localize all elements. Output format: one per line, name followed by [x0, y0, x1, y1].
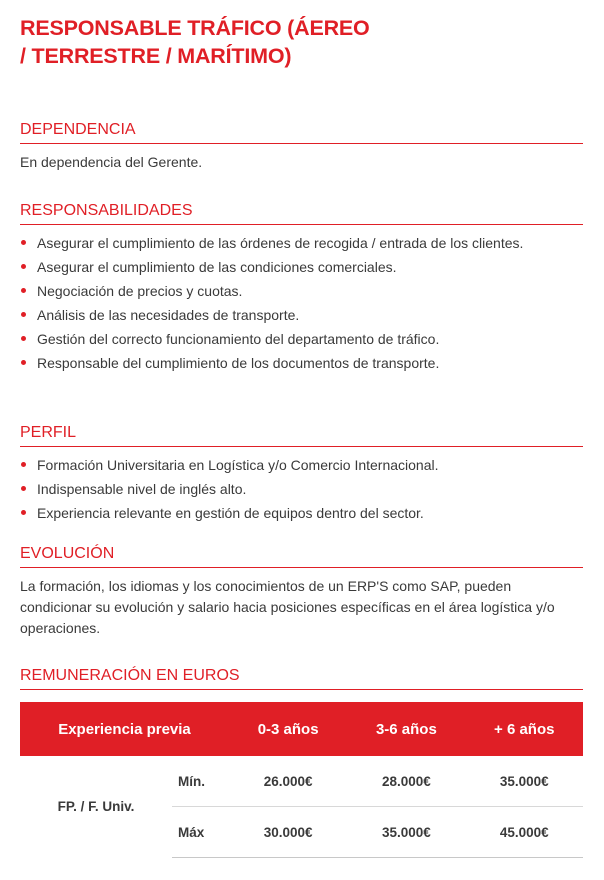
- table-cell: 28.000€: [347, 756, 465, 807]
- section-heading: RESPONSABILIDADES: [20, 201, 583, 225]
- table-header-row: [20, 702, 583, 756]
- title-line-2: / TERRESTRE / MARÍTIMO): [20, 44, 292, 68]
- salary-table: [20, 702, 583, 858]
- section-perfil: [20, 423, 583, 527]
- section-heading: PERFIL: [20, 423, 583, 447]
- list-item: Gestión del correcto funcionamiento del departamento de tráfico.: [20, 329, 583, 349]
- list-item: Responsable del cumplimiento de los documentos de transporte.: [20, 353, 583, 373]
- bullet-dot-icon: [21, 462, 26, 467]
- dependencia-text: En dependencia del Gerente.: [20, 154, 203, 170]
- perfil-list: [20, 455, 583, 523]
- bullet-dot-icon: [21, 264, 26, 269]
- list-item: Asegurar el cumplimiento de las órdenes de recogida / entrada de los clientes.: [20, 233, 583, 253]
- bullet-dot-icon: [21, 336, 26, 341]
- section-heading: REMUNERACIÓN EN EUROS: [20, 666, 583, 690]
- page-title: [20, 14, 583, 70]
- min-label: Mín.: [172, 756, 229, 807]
- job-profile-page: [20, 14, 583, 840]
- section-dependencia: [20, 120, 583, 173]
- list-item: Experiencia relevante en gestión de equipos dentro del sector.: [20, 503, 583, 523]
- table-cell: 45.000€: [466, 807, 584, 858]
- column-header: Experiencia previa: [20, 702, 229, 756]
- max-label: Máx: [172, 807, 229, 858]
- column-header: 0-3 años: [229, 702, 347, 756]
- column-header: + 6 años: [466, 702, 584, 756]
- list-item: Indispensable nivel de inglés alto.: [20, 479, 583, 499]
- table-cell: 30.000€: [229, 807, 347, 858]
- title-line-1: RESPONSABLE TRÁFICO (ÁEREO: [20, 16, 370, 40]
- list-item: Asegurar el cumplimiento de las condiciones comerciales.: [20, 257, 583, 277]
- bullet-dot-icon: [21, 288, 26, 293]
- list-item: Análisis de las necesidades de transporte.: [20, 305, 583, 325]
- table-cell: 35.000€: [466, 756, 584, 807]
- evolucion-text: La formación, los idiomas y los conocimientos de un ERP'S como SAP, pueden condicionar su evolución y salario hacia posiciones específicas en el área logística y/o operaciones.: [20, 578, 555, 636]
- section-evolucion: [20, 544, 583, 639]
- row-label: FP. / F. Univ.: [57, 799, 135, 815]
- bullet-dot-icon: [21, 486, 26, 491]
- bullet-dot-icon: [21, 312, 26, 317]
- responsabilidades-list: [20, 233, 583, 373]
- bullet-dot-icon: [21, 510, 26, 515]
- bullet-dot-icon: [21, 360, 26, 365]
- list-item: Formación Universitaria en Logística y/o Comercio Internacional.: [20, 455, 583, 475]
- bullet-dot-icon: [21, 240, 26, 245]
- section-heading: EVOLUCIÓN: [20, 544, 583, 568]
- section-remuneracion: [20, 666, 583, 858]
- table-row: [20, 756, 583, 807]
- table-cell: 35.000€: [347, 807, 465, 858]
- section-responsabilidades: [20, 201, 583, 377]
- column-header: 3-6 años: [347, 702, 465, 756]
- list-item: Negociación de precios y cuotas.: [20, 281, 583, 301]
- table-cell: 26.000€: [229, 756, 347, 807]
- section-heading: DEPENDENCIA: [20, 120, 583, 144]
